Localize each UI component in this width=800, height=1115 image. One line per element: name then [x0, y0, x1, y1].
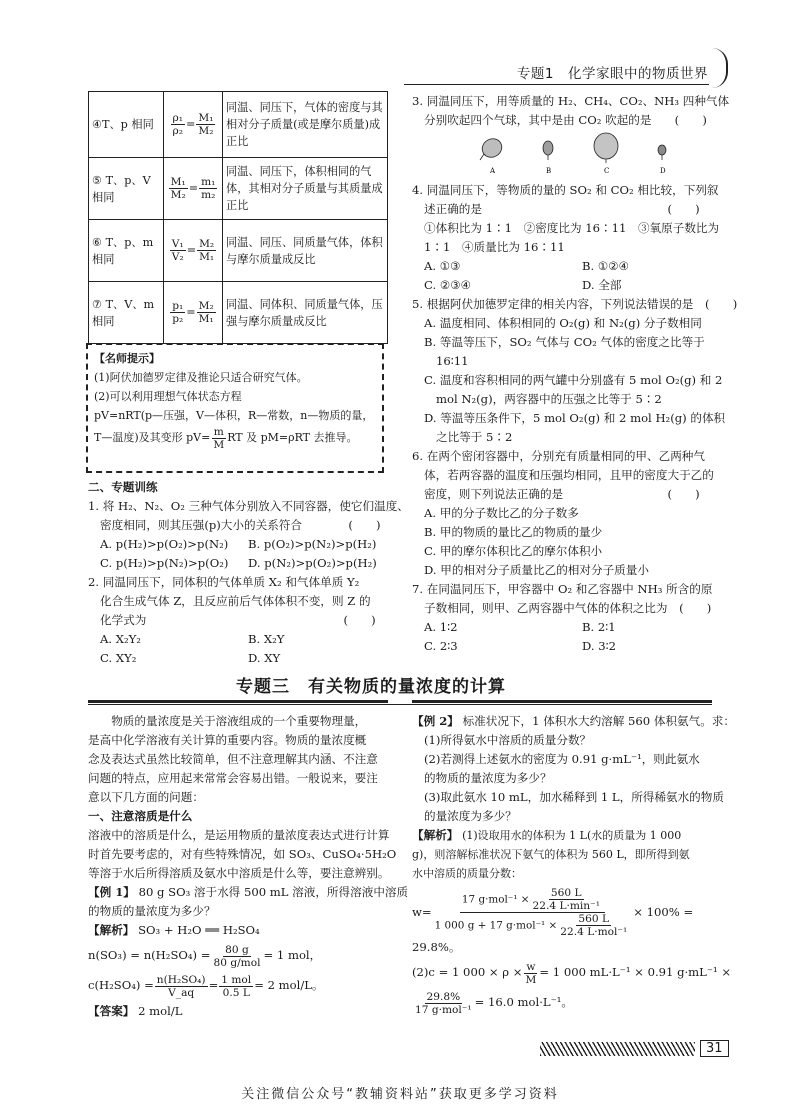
formula-cell: $\frac{\text{M₁}}{\text{M₂}}$ = $\frac{\text{m₁}}{\text{m₂}}$: [164, 158, 223, 220]
page-hatch-decoration: [540, 1042, 695, 1056]
tips-line-4: T—温度)及其变形 pV= $\frac{m}{M}$ RT 及 pM=ρRT 去推导。: [94, 425, 358, 451]
law-table-row: [89, 282, 388, 344]
conclusion-cell: 同温、同压下，体积相同的气体，其相对分子质量与其质量成正比: [223, 158, 388, 220]
condition-cell: ④T、p 相同: [89, 92, 164, 158]
ex1-equation-3: c(H₂SO₄) = $\frac{\text{n(H₂SO₄)}}{V\_aq}$ = $\frac{\text{1 mol}}{0.5 L}$ = 2 mol/L。: [88, 973, 324, 999]
example-1: 【例 1】 80 g SO₃ 溶于水得 500 mL 溶液，所得溶液中溶质: [88, 885, 409, 899]
section-bar-right: [412, 700, 712, 703]
conclusion-cell: 同温、同体积、同质量气体，压强与摩尔质量成反比: [223, 282, 388, 344]
question-6: 6. 在两个密闭容器中，分别充有质量相同的甲、乙两种气 体，若两容器的温度和压强均相同，且甲的密度大于乙的 密度，则下列说法正确的是 ( ) A. 甲的分子数比乙的分子数多 B. 甲的物质的量比乙的物质的量少 C. 甲的摩尔体积比乙的摩尔体积小 D. 甲的相对分子质量比乙的相对分子质量小: [412, 449, 714, 577]
subheading-1: 一、注意溶质是什么: [88, 809, 193, 823]
balloon-figure: [470, 130, 700, 176]
mass-fraction-formula: w= 17 g·mol⁻¹ × $\frac{560 L}{\text{22.4 L·min⁻¹}}$ 1 000 g + 17 g·mol⁻¹ × $\frac{560 L}{\text{22.4 L·mol⁻¹}}$ × 100% =: [412, 887, 694, 938]
law-table-row: [89, 158, 388, 220]
running-header: 专题1 化学家眼中的物质世界: [516, 66, 708, 82]
avogadro-inference-table: [88, 91, 388, 344]
tips-line-2: (2)可以利用理想气体状态方程: [94, 390, 242, 403]
teacher-tips-box: [86, 343, 384, 473]
condition-cell: ⑥ T、p、m 相同: [89, 220, 164, 282]
balloon-label-c: C: [604, 167, 610, 175]
section-rule: [88, 704, 712, 705]
balloon-label-b: B: [546, 167, 552, 175]
balloon-label-a: A: [490, 167, 496, 175]
balloon-label-d: D: [660, 167, 666, 175]
conclusion-cell: 同温、同压下，气体的密度与其相对分子质量(或是摩尔质量)成正比: [223, 92, 388, 158]
example-2: 【例 2】 标准状况下，1 体积水大约溶解 560 体积氨气。求： (1)所得氨水中溶质的质量分数？ (2)若测得上述氨水的密度为 0.91 g·mL⁻¹，则此氨水 的物质的量浓度为多少？ (3)取此氨水 10 mL，加水稀释到 1 L，所得稀氨水的物质 的量浓度为多少？ 【解析】 (1)设取用水的体积为 1 L(水的质量为 1 000 g)，则溶解标准状况下氨气的体积为 560 L，即所得到氨 水中溶质的质量分数： w= 17 g·mol⁻¹ × $\frac{560 L}{\text{22.4 L·min⁻¹}}$ 1 000 g + 17 g·mol⁻¹ × $\frac{560 L}{\text{22.4 L·mol⁻¹}}$ × 100% = 29.8%。 (2)c = 1 000 × ρ × $\frac{w}{M}$ = 1 000 mL·L⁻¹ × 0.91 g·mL⁻¹ × $\frac{29.8\%}{\text{17 g·mol⁻¹}}$ = 16.0 mol·L⁻¹。: [412, 714, 736, 1016]
section-bar-left: [88, 700, 388, 703]
question-7: 7. 在同温同压下，甲容器中 O₂ 和乙容器中 NH₃ 所含的原 子数相同，则甲、乙两容器中气体的体积之比为 ( ) A. 1∶2 B. 2∶1 C. 2∶3 D. 3∶2: [412, 582, 713, 653]
tips-title: 【名师提示】: [94, 352, 160, 365]
ex1-answer: 【答案】 2 mol/L: [88, 1004, 183, 1018]
formula-cell: $\frac{\text{V₁}}{\text{V₂}}$ = $\frac{\text{M₂}}{\text{M₁}}$: [164, 220, 223, 282]
balloon-b: [543, 141, 553, 160]
tips-line-1: (1)阿伏加德罗定律及推论只适合研究气体。: [94, 371, 308, 384]
law-table-row: [89, 220, 388, 282]
section3-intro: 物质的量浓度是关于溶液组成的一个重要物理量， 是高中化学溶液有关计算的重要内容。物质的量浓度概 念及表达式虽然比较简单，但不注意理解其内涵、不注意 问题的特点，应用起来常常会容易出错。一般说来，要注 意以下几方面的问题： 一、注意溶质是什么 溶液中的溶质是什么，是运用物质的量浓度表达式进行计算 时首先要考虑的，对有些特殊情况，如 SO₃、CuSO₄·5H₂O 等溶于水后所得溶质及氨水中溶质是什么等，要注意辨别。 【例 1】 80 g SO₃ 溶于水得 500 mL 溶液，所得溶液中溶质 的物质的量浓度为多少？ 【解析】 SO₃ + H₂O ══ H₂SO₄ n(SO₃) = n(H₂SO₄) = $\frac{80 g}{\text{80 g/mol}}$ = 1 mol， c(H₂SO₄) = $\frac{\text{n(H₂SO₄)}}{V\_aq}$ = $\frac{\text{1 mol}}{0.5 L}$ = 2 mol/L。 【答案】 2 mol/L: [88, 712, 408, 1021]
section-title: 专题三 有关物质的量浓度的计算: [236, 677, 506, 697]
concentration-formula: (2)c = 1 000 × ρ × $\frac{w}{M}$ = 1 000 mL·L⁻¹ × 0.91 g·mL⁻¹ ×: [412, 960, 732, 986]
question-3: 3. 同温同压下，用等质量的 H₂、CH₄、CO₂、NH₃ 四种气体 分别吹起四个气球，其中是由 CO₂ 吹起的是 ( ): [412, 94, 730, 127]
concentration-result: $\frac{29.8\%}{\text{17 g·mol⁻¹}}$ = 16.0 mol·L⁻¹。: [415, 990, 573, 1016]
condition-cell: ⑦ T、V、m 相同: [89, 282, 164, 344]
question-1: 1. 将 H₂、N₂、O₂ 三种气体分别放入不同容器，使它们温度、 密度相同，则其压强(p)大小的关系符合 ( ) A. p(H₂)>p(O₂)>p(N₂) B. p(O₂)>p(N₂)>p(H₂) C. p(H₂)>p(N₂)>p(O₂) D. p(N₂)>p(O₂)>p(H₂): [88, 499, 409, 570]
page-number: 31: [700, 1040, 729, 1057]
conclusion-cell: 同温、同压、同质量气体，体积与摩尔质量成反比: [223, 220, 388, 282]
balloon-c: [594, 133, 618, 163]
question-4: 4. 同温同压下，等物质的量的 SO₂ 和 CO₂ 相比较，下列叙 述正确的是 ( ) ①体积比为 1∶1 ②密度比为 16∶11 ③氧原子数比为 1∶1 ④质量比为 16∶11 A. ①③ B. ①②④ C. ②③④ D. 全部: [412, 183, 720, 292]
law-table-row: [89, 92, 388, 158]
balloon-d: [658, 145, 666, 160]
header-rule: [404, 84, 709, 85]
tips-line-3: pV=nRT(p—压强，V—体积，R—常数，n—物质的量，: [94, 409, 374, 422]
question-2: 2. 同温同压下，同体积的气体单质 X₂ 和气体单质 Y₂ 化合生成气体 Z，且反应前后气体体积不变，则 Z 的 化学式为 ( ) A. X₂Y₂ B. X₂Y C. XY₂ D. XY: [88, 575, 376, 665]
header-bracket: [712, 48, 728, 88]
balloon-a: [479, 135, 505, 161]
ex1-analysis: 【解析】 SO₃ + H₂O ══ H₂SO₄: [88, 923, 260, 937]
footer-watermark-text: 关注微信公众号“教辅资料站”获取更多学习资料: [241, 1087, 559, 1102]
ex1-equation-2: n(SO₃) = n(H₂SO₄) = $\frac{80 g}{\text{80 g/mol}}$ = 1 mol，: [88, 943, 322, 969]
question-5: 5. 根据阿伏加德罗定律的相关内容，下列说法错误的是 ( ) A. 温度相同、体积相同的 O₂(g) 和 N₂(g) 分子数相同 B. 等温等压下，SO₂ 气体与 CO₂ 气体的密度之比等于 16∶11 C. 温度和容积相同的两气罐中分别盛有 5 mol O₂(g) 和 2 mol N₂(g)，两容器中的压强之比等于 5∶2 D. 等温等压条件下，5 mol O₂(g) 和 2 mol H₂(g) 的体积 之比等于 5∶2: [412, 297, 738, 444]
training-heading: 二、专题训练: [88, 480, 158, 494]
formula-cell: $\frac{\text{p₁}}{\text{p₂}}$ = $\frac{\text{M₂}}{\text{M₁}}$: [164, 282, 223, 344]
tips-fraction: $\frac{m}{M}$: [213, 425, 225, 451]
condition-cell: ⑤ T、p、V 相同: [89, 158, 164, 220]
formula-cell: $\frac{\text{ρ₁}}{\text{ρ₂}}$ = $\frac{\text{M₁}}{\text{M₂}}$: [164, 92, 223, 158]
